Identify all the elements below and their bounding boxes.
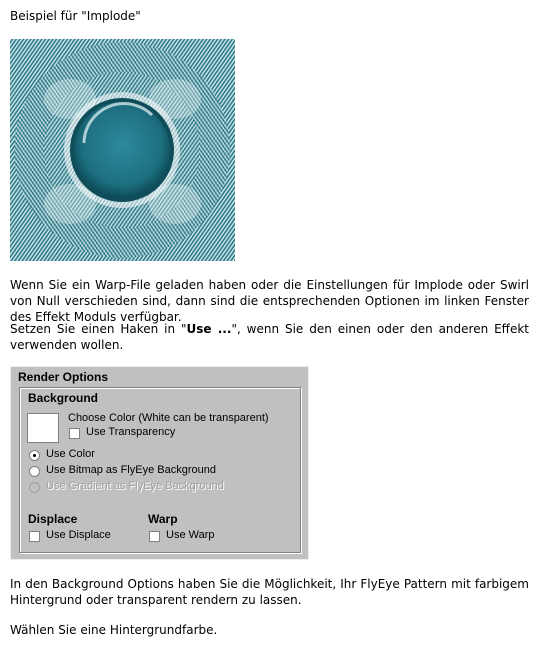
use-color-radio[interactable] — [29, 450, 40, 461]
warp-section-title: Warp — [148, 512, 178, 526]
paragraph-choose-color: Wählen Sie eine Hintergrundfarbe. — [10, 623, 218, 637]
use-hint-bold: Use ... — [186, 322, 232, 336]
displace-section-title: Displace — [28, 512, 78, 526]
use-transparency-checkbox[interactable] — [69, 428, 80, 439]
use-warp-checkbox[interactable] — [149, 531, 160, 542]
choose-color-label: Choose Color (White can be transparent) — [68, 412, 269, 424]
use-gradient-radio[interactable] — [29, 482, 40, 493]
use-transparency-label: Use Transparency — [86, 426, 176, 438]
use-color-label: Use Color — [46, 448, 95, 460]
caption: Beispiel für "Implode" — [10, 9, 141, 23]
paragraph-warp-info: Wenn Sie ein Warp-File geladen haben oder die Einstellungen für Implode oder Swirl von Null verschieden sind, dann sind die entsprechenden Optionen im linken Fenster des Effekt Moduls verfügbar. — [10, 278, 529, 324]
paragraph-background-options: In den Background Options haben Sie die Möglichkeit, Ihr FlyEye Pattern mit farbigem Hintergrund oder transparent rendern zu lassen. — [10, 577, 529, 607]
use-bitmap-radio[interactable] — [29, 466, 40, 477]
use-gradient-label: Use Gradient as FlyEye Background — [46, 480, 224, 492]
panel-title: Render Options — [18, 370, 109, 384]
implode-example-image — [10, 39, 235, 261]
render-options-panel — [10, 366, 309, 560]
background-section-title: Background — [28, 391, 99, 405]
use-hint-text-before: Setzen Sie einen Haken in " — [10, 322, 187, 336]
implode-pattern-graphic — [10, 39, 235, 261]
use-displace-label: Use Displace — [46, 529, 111, 541]
use-bitmap-label: Use Bitmap as FlyEye Background — [46, 464, 216, 476]
use-warp-label: Use Warp — [166, 529, 215, 541]
use-displace-checkbox[interactable] — [29, 531, 40, 542]
paragraph-use-hint — [10, 321, 529, 353]
use-hint-text-after: ", wenn Sie den einen oder den anderen Effekt verwenden wollen. — [10, 322, 529, 352]
color-swatch[interactable] — [27, 413, 59, 443]
render-options-group — [19, 387, 301, 553]
